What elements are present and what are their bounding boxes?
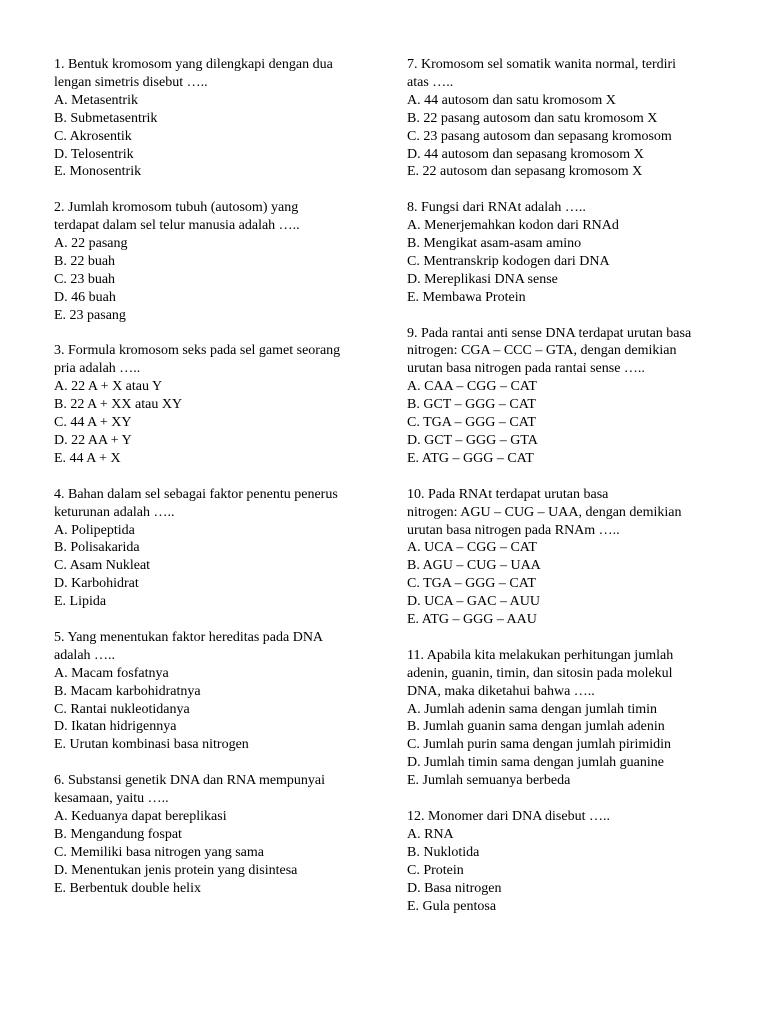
question-7 [407, 56, 719, 181]
left-column [54, 56, 372, 915]
option-c: C. Rantai nukleotidanya [54, 701, 190, 717]
question-11 [407, 647, 719, 790]
question-6 [54, 772, 372, 897]
option-d: D. Mereplikasi DNA sense [407, 271, 558, 287]
option-b: B. Polisakarida [54, 540, 140, 556]
option-c: C. Protein [407, 862, 464, 878]
right-column [407, 56, 719, 933]
option-a: A. Jumlah adenin sama dengan jumlah timin [407, 701, 658, 717]
question-text-line: 9. Pada rantai anti sense DNA terdapat urutan basa [407, 325, 692, 341]
question-text-line: 10. Pada RNAt terdapat urutan basa [407, 486, 609, 502]
question-text-line: adalah ….. [54, 647, 116, 663]
question-text-line: keturunan adalah ….. [54, 504, 175, 520]
option-d: D. Telosentrik [54, 146, 134, 162]
option-e: E. ATG – GGG – CAT [407, 450, 534, 466]
option-b: B. Nuklotida [407, 844, 480, 860]
question-3 [54, 342, 372, 467]
option-d: D. 46 buah [54, 289, 116, 305]
option-b: B. Macam karbohidratnya [54, 683, 201, 699]
option-d: D. UCA – GAC – AUU [407, 594, 541, 610]
option-e: E. 44 A + X [54, 450, 121, 466]
option-d: D. Ikatan hidrigennya [54, 719, 177, 735]
question-text-line: 12. Monomer dari DNA disebut ….. [407, 808, 610, 824]
question-text-line: 6. Substansi genetik DNA dan RNA mempunyai [54, 773, 326, 789]
question-text-line: atas ….. [407, 74, 454, 90]
option-b: B. AGU – CUG – UAA [407, 558, 541, 574]
option-a: A. UCA – CGG – CAT [407, 540, 537, 556]
question-text-line: lengan simetris disebut ….. [54, 74, 208, 90]
question-text-line: 1. Bentuk kromosom yang dilengkapi dengan dua [54, 57, 333, 72]
question-text-line: pria adalah ….. [54, 361, 141, 377]
option-c: C. Akrosentik [54, 128, 132, 144]
question-text-line: 4. Bahan dalam sel sebagai faktor penentu penerus [54, 486, 338, 502]
option-c: C. Jumlah purin sama dengan jumlah pirimidin [407, 737, 672, 753]
option-a: A. 22 pasang [54, 236, 128, 252]
option-a: A. Metasentrik [54, 92, 138, 108]
option-a: A. Menerjemahkan kodon dari RNAd [407, 218, 619, 234]
question-text-line: adenin, guanin, timin, dan sitosin pada molekul [407, 665, 673, 681]
option-b: B. 22 A + XX atau XY [54, 397, 183, 413]
question-2 [54, 199, 372, 324]
question-text-line: 11. Apabila kita melakukan perhitungan jumlah [407, 647, 674, 663]
question-4 [54, 486, 372, 611]
question-5 [54, 629, 372, 754]
question-text-line: 2. Jumlah kromosom tubuh (autosom) yang [54, 200, 299, 216]
option-a: A. Polipeptida [54, 522, 135, 538]
question-text-line: 5. Yang menentukan faktor hereditas pada DNA [54, 629, 324, 645]
option-e: E. Monosentrik [54, 164, 142, 180]
question-text-line: terdapat dalam sel telur manusia adalah ….. [54, 218, 300, 234]
option-c: C. Mentranskrip kodogen dari DNA [407, 253, 610, 269]
option-e: E. Gula pentosa [407, 898, 497, 914]
option-b: B. Mengandung fospat [54, 826, 182, 842]
question-text-line: urutan basa nitrogen pada rantai sense ….. [407, 361, 645, 377]
option-a: A. 22 A + X atau Y [54, 379, 163, 395]
question-12 [407, 808, 719, 915]
question-text-line: 7. Kromosom sel somatik wanita normal, terdiri [407, 57, 677, 72]
option-d: D. 44 autosom dan sepasang kromosom X [407, 146, 644, 162]
option-a: A. 44 autosom dan satu kromosom X [407, 92, 616, 108]
option-b: B. GCT – GGG – CAT [407, 397, 536, 413]
option-b: B. Submetasentrik [54, 110, 158, 126]
option-d: D. Karbohidrat [54, 576, 139, 592]
option-d: D. Menentukan jenis protein yang disintesa [54, 862, 298, 878]
option-c: C. TGA – GGG – CAT [407, 415, 536, 431]
question-text-line: 3. Formula kromosom seks pada sel gamet seorang [54, 343, 341, 359]
option-a: A. RNA [407, 826, 454, 842]
question-9 [407, 325, 719, 468]
option-d: D. GCT – GGG – GTA [407, 433, 538, 448]
question-8 [407, 199, 719, 306]
question-text-line: kesamaan, yaitu ….. [54, 791, 169, 807]
option-b: B. 22 buah [54, 253, 116, 269]
question-text-line: nitrogen: CGA – CCC – GTA, dengan demikian [407, 343, 677, 359]
question-text-line: 8. Fungsi dari RNAt adalah ….. [407, 200, 586, 216]
option-a: A. Keduanya dapat bereplikasi [54, 808, 227, 824]
question-text-line: nitrogen: AGU – CUG – UAA, dengan demikian [407, 504, 682, 520]
option-b: B. Mengikat asam-asam amino [407, 236, 582, 252]
option-a: A. Macam fosfatnya [54, 665, 169, 681]
question-10 [407, 486, 719, 629]
option-c: C. 23 buah [54, 271, 116, 287]
option-a: A. CAA – CGG – CAT [407, 379, 537, 395]
option-e: E. 22 autosom dan sepasang kromosom X [407, 164, 643, 180]
option-e: E. ATG – GGG – AAU [407, 612, 537, 628]
option-c: C. TGA – GGG – CAT [407, 576, 536, 592]
question-text-line: DNA, maka diketahui bahwa ….. [407, 683, 595, 699]
option-c: C. Memiliki basa nitrogen yang sama [54, 844, 264, 860]
option-e: E. 23 pasang [54, 307, 126, 323]
option-e: E. Membawa Protein [407, 289, 526, 305]
question-1 [54, 56, 372, 181]
option-b: B. Jumlah guanin sama dengan jumlah adenin [407, 719, 665, 735]
option-e: E. Jumlah semuanya berbeda [407, 773, 571, 789]
question-text-line: urutan basa nitrogen pada RNAm ….. [407, 522, 620, 538]
option-e: E. Berbentuk double helix [54, 880, 201, 896]
option-c: C. Asam Nukleat [54, 558, 151, 574]
option-d: D. 22 AA + Y [54, 433, 132, 448]
option-d: D. Jumlah timin sama dengan jumlah guanine [407, 755, 665, 771]
option-c: C. 23 pasang autosom dan sepasang kromosom [407, 128, 672, 144]
option-c: C. 44 A + XY [54, 415, 132, 431]
option-b: B. 22 pasang autosom dan satu kromosom X [407, 110, 658, 126]
option-e: E. Urutan kombinasi basa nitrogen [54, 737, 249, 753]
option-d: D. Basa nitrogen [407, 880, 502, 896]
option-e: E. Lipida [54, 594, 107, 610]
